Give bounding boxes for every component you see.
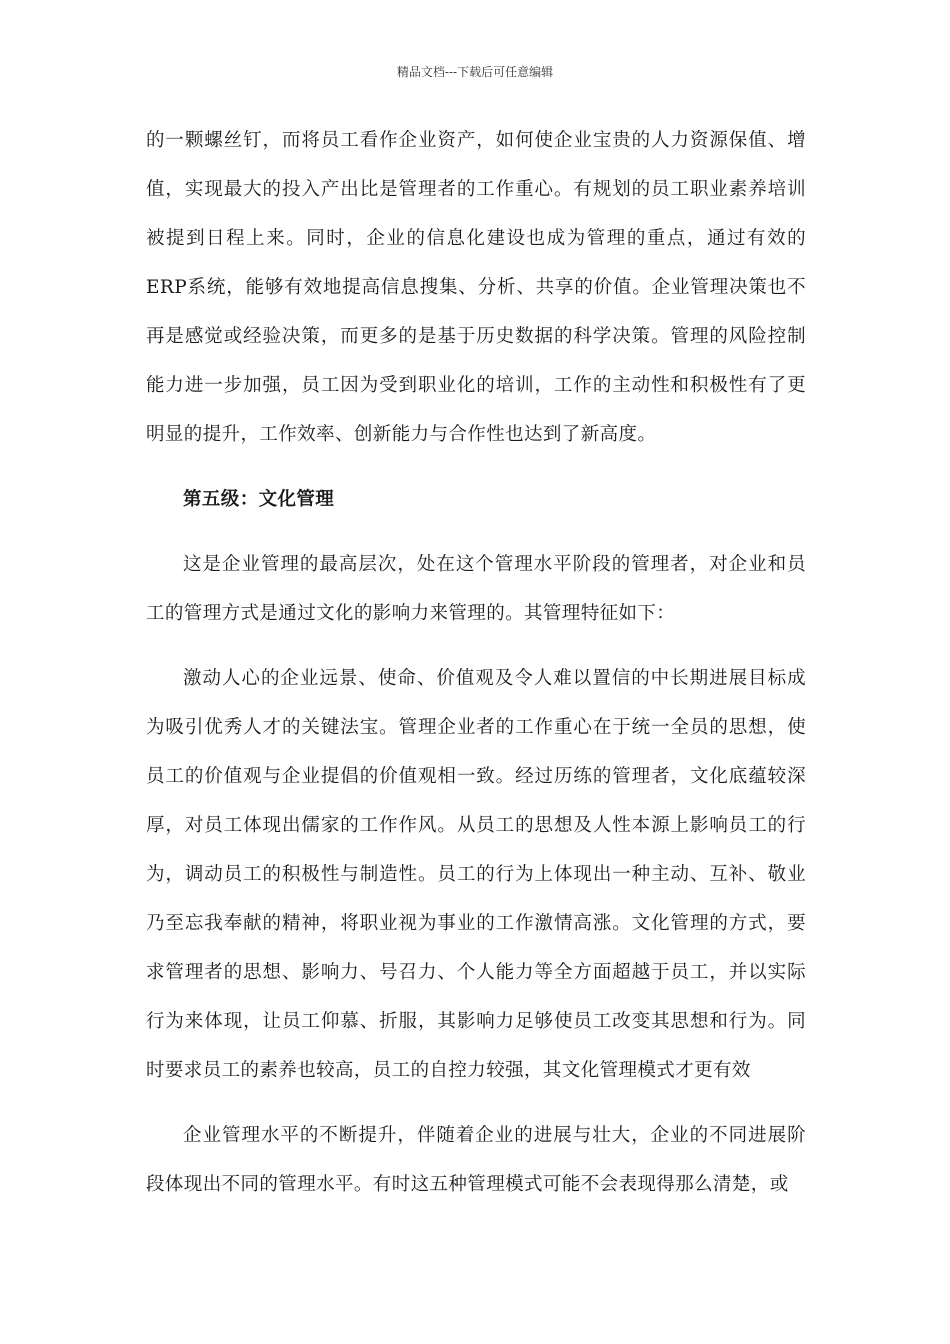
paragraph-management-evolution: 企业管理水平的不断提升，伴随着企业的进展与壮大，企业的不同进展阶段体现出不同的管理水平。有时这五种管理模式可能不会表现得那么清楚，或 <box>146 1125 806 1195</box>
paragraph-culture-features: 激动人心的企业远景、使命、价值观及令人难以置信的中长期进展目标成为吸引优秀人才的关键法宝。管理企业者的工作重心在于统一全员的思想，使员工的价值观与企业提倡的价值观相一致。经过历练的管理者，文化底蕴较深厚，对员工体现出儒家的工作作风。从员工的思想及人性本源上影响员工的行为，调动员工的积极性与制造性。员工的行为上体现出一种主动、互补、敬业乃至忘我奉献的精神，将职业视为事业的工作激情高涨。文化管理的方式，要求管理者的思想、影响力、号召力、个人能力等全方面超越于员工，并以实际行为来体现，让员工仰慕、折服，其影响力足够使员工改变其思想和行为。同时要求员工的素养也较高，员工的自控力较强，其文化管理模式才更有效 <box>146 668 806 1081</box>
paragraph-erp-training: 的一颗螺丝钉，而将员工看作企业资产，如何使企业宝贵的人力资源保值、增值，实现最大的投入产出比是管理者的工作重心。有规划的员工职业素养培训被提到日程上来。同时，企业的信息化建设也成为管理的重点，通过有效的ERP系统，能够有效地提高信息搜集、分析、共享的价值。企业管理决策也不再是感觉或经验决策，而更多的是基于历史数据的科学决策。管理的风险控制能力进一步加强，员工因为受到职业化的培训，工作的主动性和积极性有了更明显的提升，工作效率、创新能力与合作性也达到了新高度。 <box>146 130 806 445</box>
paragraph-highest-level: 这是企业管理的最高层次，处在这个管理水平阶段的管理者，对企业和员工的管理方式是通过文化的影响力来管理的。其管理特征如下： <box>146 554 806 624</box>
page-header: 精品文档---下载后可任意编辑 <box>396 65 554 79</box>
section-heading-culture-management: 第五级：文化管理 <box>183 489 335 510</box>
document-body <box>146 116 806 1209</box>
